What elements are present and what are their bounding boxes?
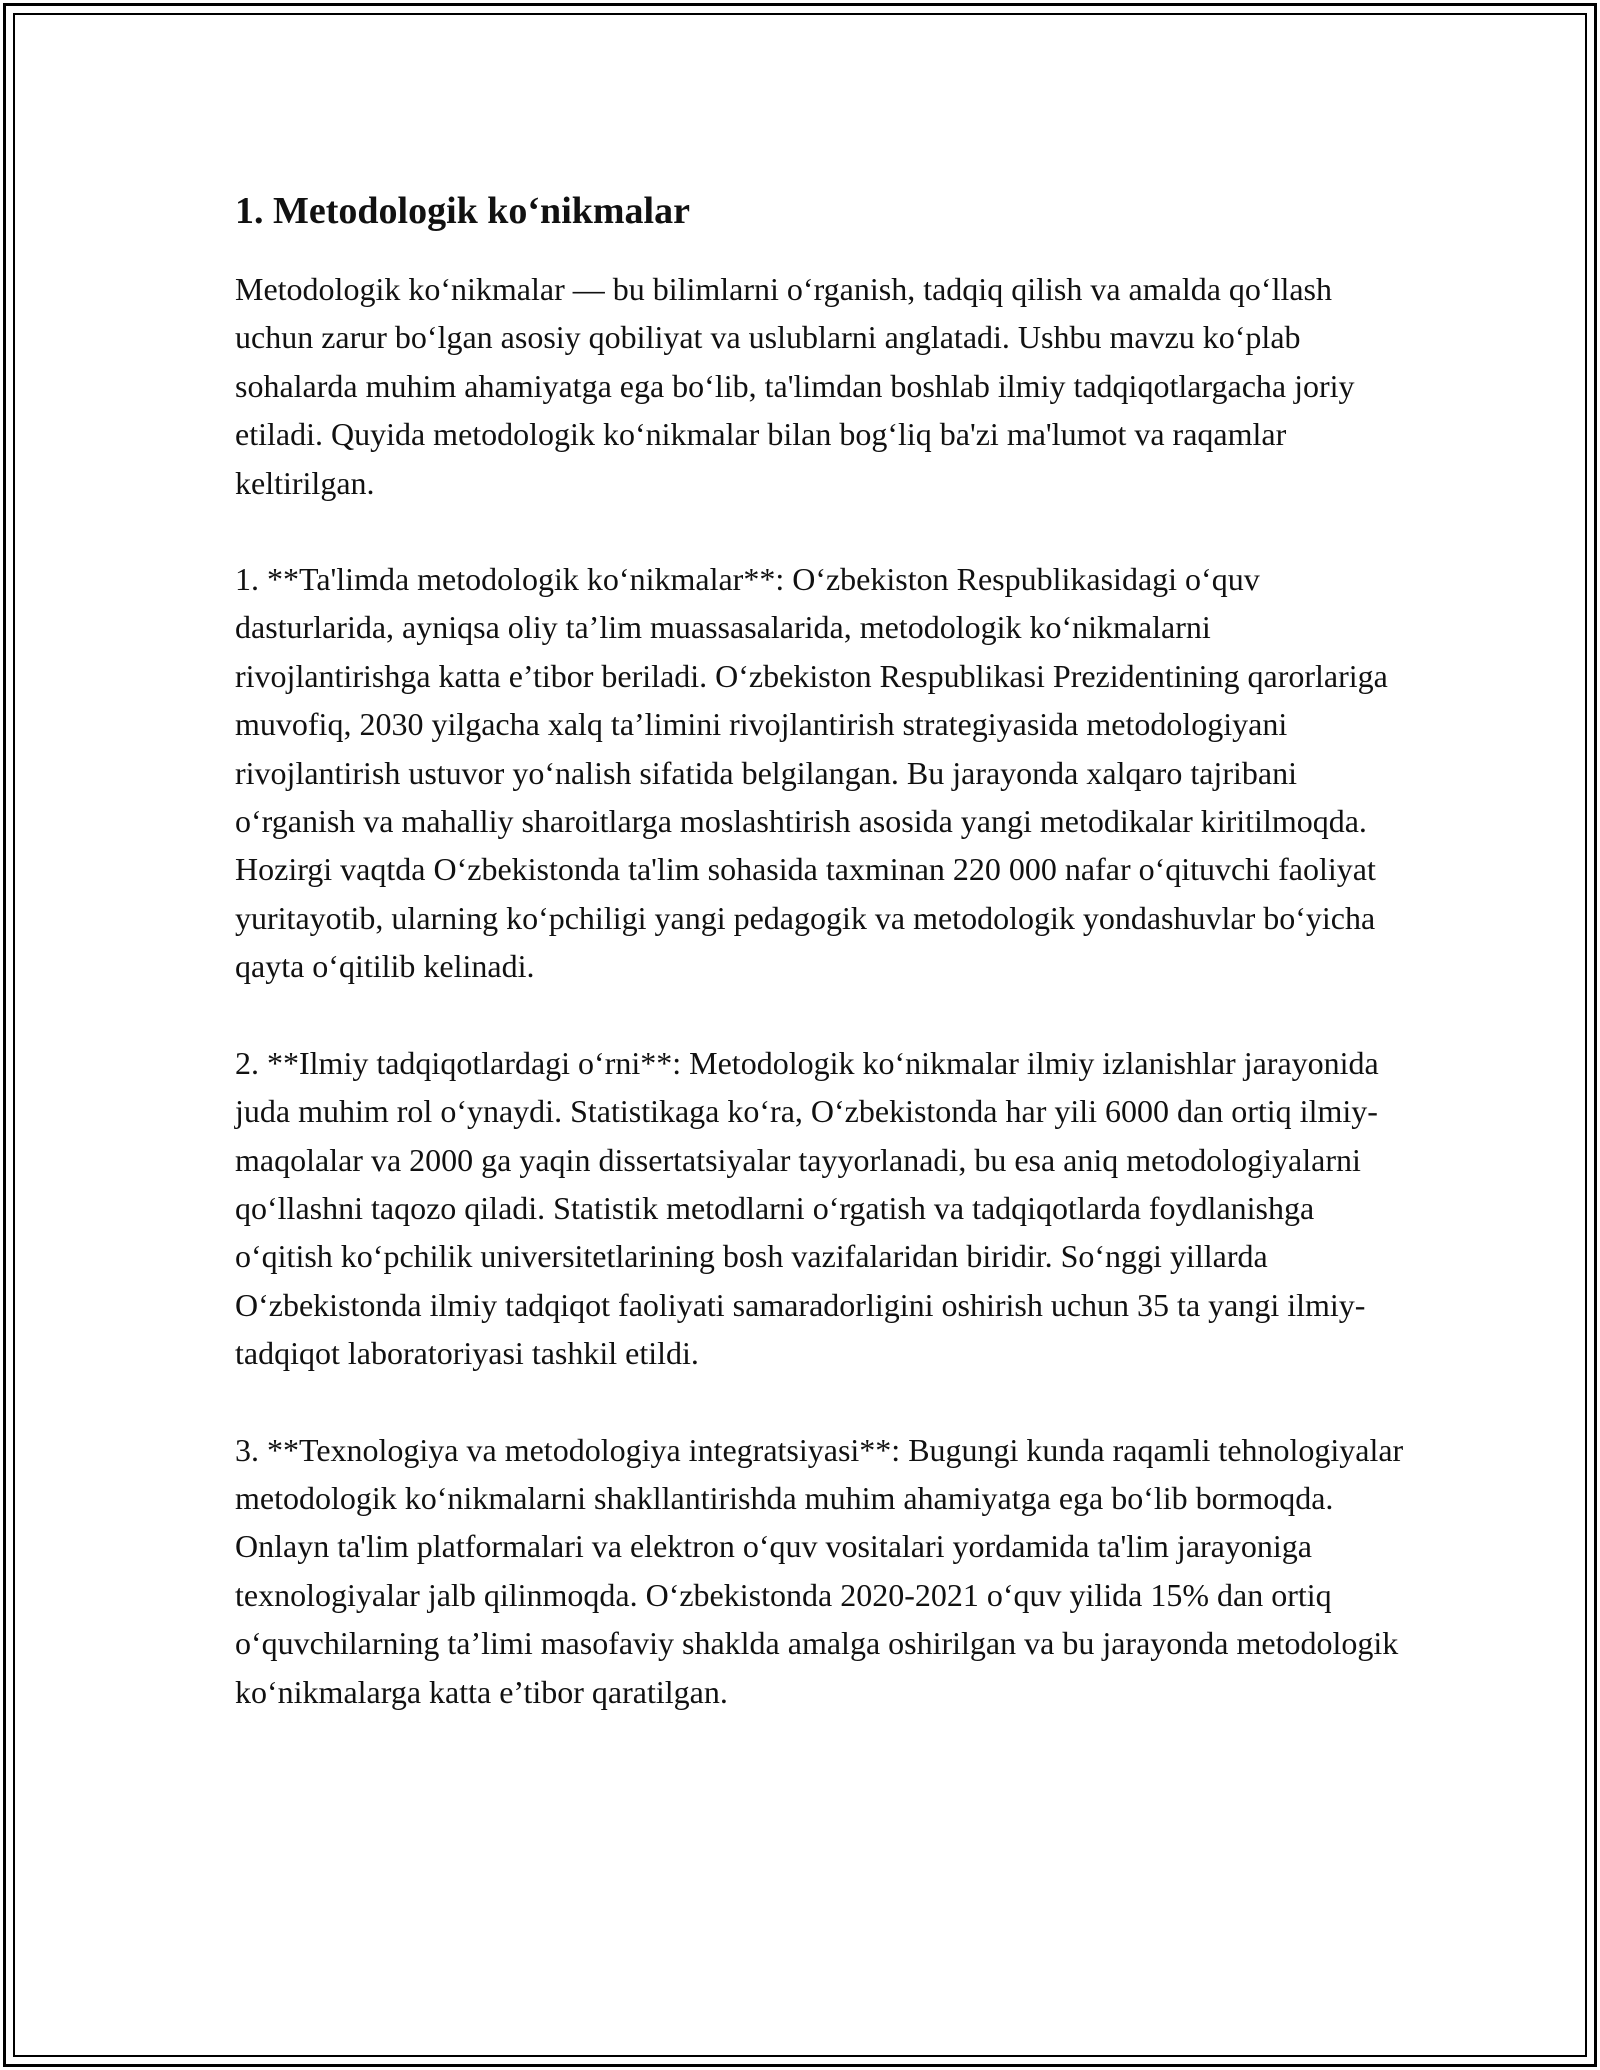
research-paragraph: 2. **Ilmiy tadqiqotlardagi o‘rni**: Metodologik ko‘nikmalar ilmiy izlanishlar jarayonida juda muhim rol o‘ynaydi. Statistikaga ko‘ra, O‘zbekistonda har yili 6000 dan ortiq ilmiy-maqolalar va 2000 ga yaqin dissertatsiyalar tayyorlanadi, bu esa aniq metodologiyalarni qo‘llashni taqozo qiladi. Statistik metodlarni o‘rgatish va tadqiqotlarda foydlanishga o‘qitish ko‘pchilik universitetlarining bosh vazifalaridan biridir. So‘nggi yillarda O‘zbekistonda ilmiy tadqiqot faoliyati samaradorligini oshirish uchun 35 ta yangi ilmiy-tadqiqot laboratoriyasi tashkil etildi. — [235, 1044, 1379, 1372]
intro-paragraph: Metodologik ko‘nikmalar — bu bilimlarni o‘rganish, tadqiq qilish va amalda qo‘llash uchun zarur bo‘lgan asosiy qobiliyat va uslublarni anglatadi. Ushbu mavzu ko‘plab sohalarda muhim ahamiyatga ega bo‘lib, ta'limdan boshlab ilmiy tadqiqotlargacha joriy etiladi. Quyida metodologik ko‘nikmalar bilan bog‘liq ba'zi ma'lumot va raqamlar keltirilgan. — [235, 271, 1355, 501]
document-body — [235, 185, 1405, 1764]
document-title: 1. Metodologik ko‘nikmalar — [235, 190, 690, 232]
technology-paragraph: 3. **Texnologiya va metodologiya integratsiyasi**: Bugungi kunda raqamli tehnologiyalar metodologik ko‘nikmalarni shakllantirishda muhim ahamiyatga ega bo‘lib bormoqda. Onlayn ta'lim platformalari va elektron o‘quv vositalari yordamida ta'lim jarayoniga texnologiyalar jalb qilinmoqda. O‘zbekistonda 2020-2021 o‘quv yilida 15% dan ortiq o‘quvchilarning ta’limi masofaviy shaklda amalga oshirilgan va bu jarayonda metodologik ko‘nikmalarga katta e’tibor qaratilgan. — [235, 1431, 1404, 1710]
education-paragraph: 1. **Ta'limda metodologik ko‘nikmalar**: O‘zbekiston Respublikasidagi o‘quv dasturlarida, ayniqsa oliy ta’lim muassasalarida, metodologik ko‘nikmalarni rivojlantirishga katta e’tibor beriladi. O‘zbekiston Respublikasi Prezidentining qarorlariga muvofiq, 2030 yilgacha xalq ta’limini rivojlantirish strategiyasida metodologiyani rivojlantirish ustuvor yo‘nalish sifatida belgilangan. Bu jarayonda xalqaro tajribani o‘rganish va mahalliy sharoitlarga moslashtirish asosida yangi metodikalar kiritilmoqda. Hozirgi vaqtda O‘zbekistonda ta'lim sohasida taxminan 220 000 nafar o‘qituvchi faoliyat yuritayotib, ularning ko‘pchiligi yangi pedagogik va metodologik yondashuvlar bo‘yicha qayta o‘qitilib kelinadi. — [235, 561, 1388, 985]
